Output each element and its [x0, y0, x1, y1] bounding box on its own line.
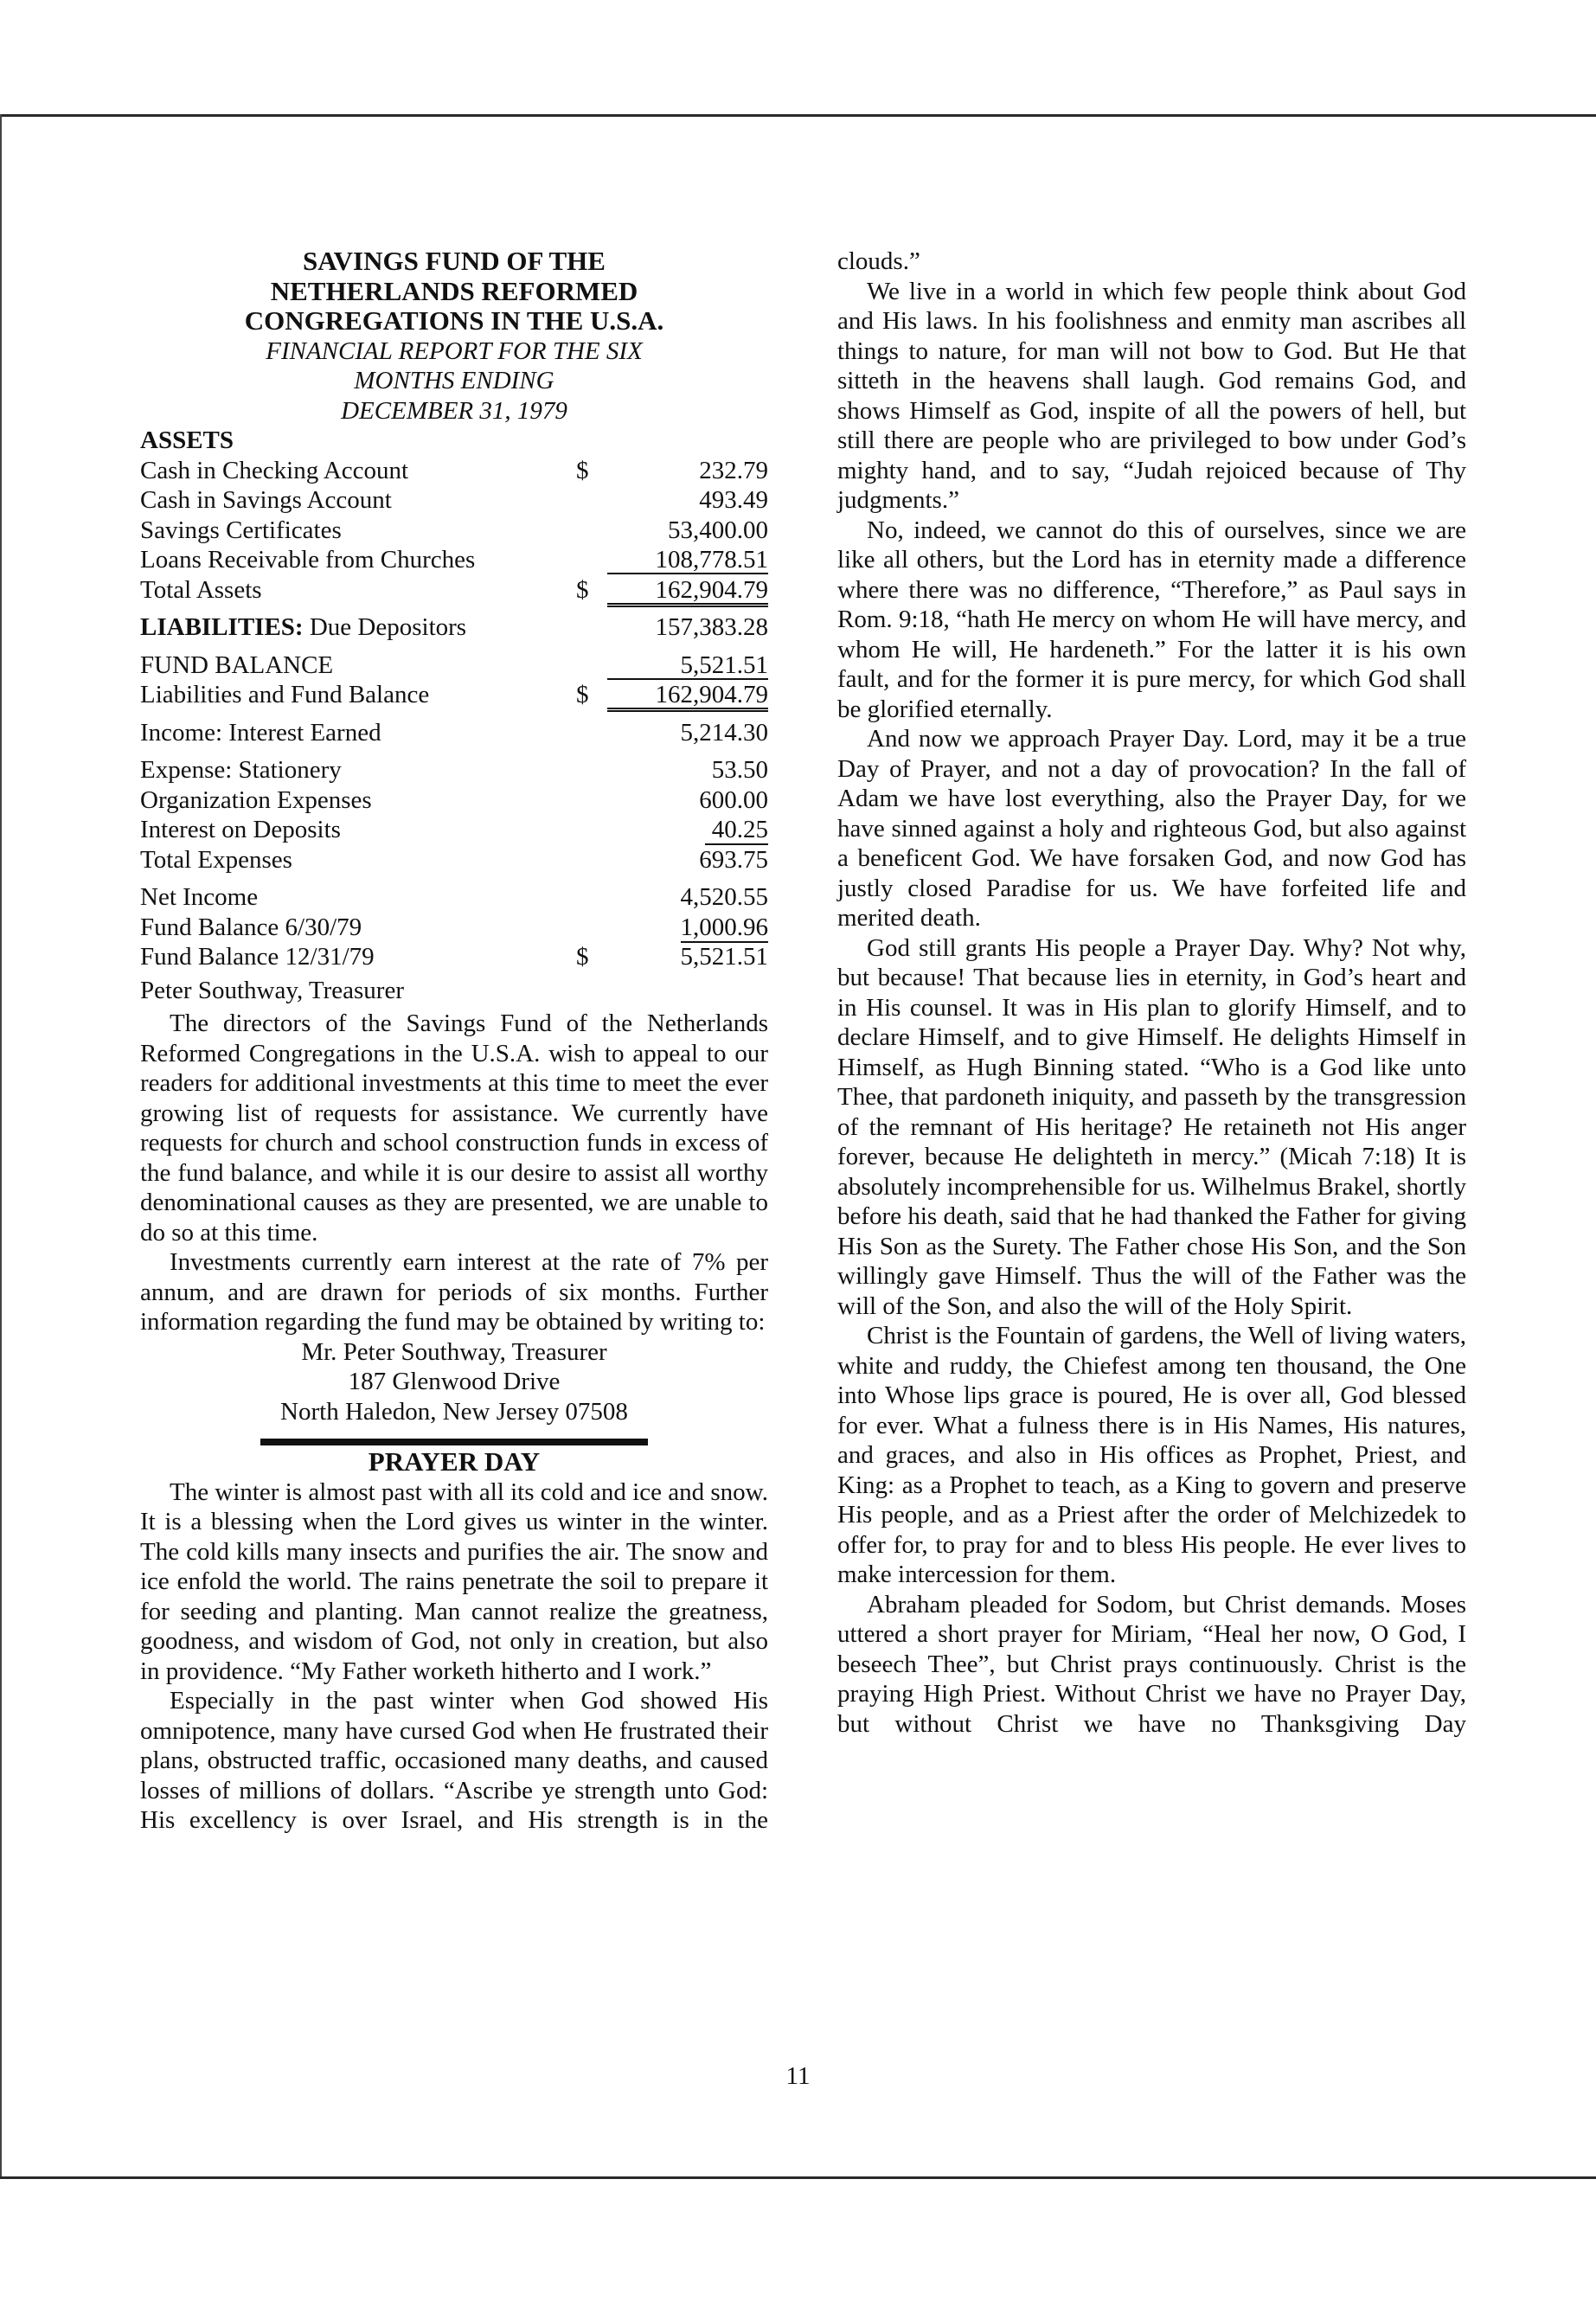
assets-table: [140, 456, 768, 606]
net-table: [140, 882, 768, 972]
liabilities-label: [140, 612, 576, 643]
net-label: Fund Balance 12/31/79: [140, 943, 375, 971]
asset-label: Total Assets: [140, 575, 262, 604]
fund-balance-amount: 5,521.51: [607, 652, 768, 680]
report-subtitle-line: MONTHS ENDING: [354, 367, 554, 394]
report-title-line: SAVINGS FUND OF THE: [303, 246, 606, 276]
asset-row: [140, 545, 768, 575]
assets-heading: ASSETS: [140, 426, 234, 454]
net-label: Fund Balance 6/30/79: [140, 913, 362, 941]
fund-balance-row: [140, 651, 768, 681]
liab-fund-row: [140, 680, 768, 710]
address-line: Mr. Peter Southway, Treasurer: [301, 1337, 607, 1366]
scan-border-top: [0, 114, 1596, 117]
prayer-day-paragraph: Christ is the Fountain of gardens, the Well of living waters, white and ruddy, the Chiefest among ten thousand, the One into Whose lips grace is poured, He is over all, God blessed for ever. What a fulness there is in His Names, His natures, and graces, and also in His offices as Prophet, Priest, and King: as a Prophet to teach, as a King to govern and preserve His people, and as a Priest after the order of Melchizedek to offer for, to pray for and to bless His people. He ever lives to make intercession for them.: [837, 1322, 1466, 1588]
dollar-sign: $: [576, 575, 589, 604]
liabilities-row: [140, 612, 768, 643]
report-subtitle-line: DECEMBER 31, 1979: [341, 396, 567, 425]
prayer-day-heading: PRAYER DAY: [368, 1446, 541, 1477]
dollar-sign: $: [576, 681, 589, 708]
liab-fund-amount: 162,904.79: [607, 682, 768, 712]
asset-row: [140, 516, 768, 546]
dollar-sign: $: [576, 943, 589, 971]
liabilities-amount: 157,383.28: [655, 613, 768, 641]
expense-amount: 600.00: [699, 785, 768, 814]
asset-amount: 493.49: [699, 486, 768, 514]
page-number: 11: [785, 2062, 811, 2090]
report-paragraph: The directors of the Savings Fund of the Netherlands Reformed Congregations in the U.S.A. wish to appeal to our readers for additional investments at this time to meet the ever growing list of requests for assistance. We currently have requests for church and school construction funds in excess of the fund balance, and while it is our desire to assist all worthy denominational causes as they are presented, we are unable to do so at this time.: [140, 1009, 768, 1247]
expense-row: [140, 845, 768, 875]
address-line: North Haledon, New Jersey 07508: [280, 1397, 628, 1426]
expense-amount-underlined: 40.25: [705, 816, 768, 845]
dollar-sign: $: [576, 456, 589, 484]
continued-line: clouds.”: [837, 247, 920, 275]
report-title: [140, 247, 768, 336]
net-amount-underlined: 1,000.96: [680, 913, 768, 941]
expense-row: [140, 785, 768, 816]
expense-label: Interest on Deposits: [140, 816, 341, 843]
net-amount: [607, 913, 768, 943]
mailing-address: [140, 1337, 768, 1427]
asset-label: Loans Receivable from Churches: [140, 546, 476, 574]
report-paragraph: Investments currently earn interest at the rate of 7% per annum, and are drawn for periods of six months. Further information regarding the fund may be obtained by writing to:: [140, 1248, 768, 1336]
income-amount: 5,214.30: [680, 718, 768, 747]
expense-row: [140, 815, 768, 845]
prayer-day-paragraph: Abraham pleaded for Sodom, but Christ demands. Moses uttered a short prayer for Miriam, “Heal her now, O God, I beseech Thee”, but Christ prays continuously. Christ is the praying High Priest. Without Christ we have no Prayer Day, but without Christ we have no Thanksgiving Day: [837, 1590, 1466, 1738]
asset-amount: 108,778.51: [607, 547, 768, 574]
liab-fund-label: Liabilities and Fund Balance: [140, 681, 430, 708]
prayer-day-paragraph: God still grants His people a Prayer Day. Why? Not why, but because! That because lies in eternity, in God’s heart and in His counsel. It was in His plan to glorify Himself, and to declare Himself, and to give Himself. He delights Himself in Himself, as Hugh Binning stated. “Who is a God like unto Thee, that pardoneth iniquity, and passeth by the transgression of the remnant of His heritage? He retaineth not His anger forever, because He delighteth in mercy.” (Micah 7:18) It is absolutely incomprehensible for us. Wilhelmus Brakel, shortly before his death, said that he had thanked the Father for giving His Son as the Surety. The Father chose His Son, and the Son willingly gave Himself. Thus the will of the Father was the will of the Son, and also the will of the Holy Spirit.: [837, 933, 1466, 1320]
income-label: Income: Interest Earned: [140, 718, 381, 747]
prayer-day-paragraph: We live in a world in which few people think about God and His laws. In his foolishness and enmity man ascribes all things to nature, for man will not bow to God. But He that sitteth in the heavens shall laugh. God remains God, and shows Himself as God, inspite of all the powers of hell, but still there are people who are privileged to bow under God’s mighty hand, and to say, “Judah rejoiced because of Thy judgments.”: [837, 277, 1466, 514]
asset-label: Savings Certificates: [140, 516, 342, 544]
prayer-day-paragraph: And now we approach Prayer Day. Lord, may it be a true Day of Prayer, and not a day of provocation? In the fall of Adam we have lost everything, also the Prayer Day, for we have sinned against a holy and righteous God, but also against a beneficent God. We have forsaken God, and now God has justly closed Paradise for us. We have forfeited life and merited death.: [837, 725, 1466, 932]
net-row: [140, 913, 768, 943]
expense-label: Total Expenses: [140, 845, 292, 874]
expense-label: Organization Expenses: [140, 785, 372, 814]
scan-border-bottom: [0, 2176, 1596, 2179]
expenses-table: [140, 755, 768, 875]
net-amount: 5,521.51: [680, 943, 768, 971]
asset-amount: 232.79: [699, 456, 768, 484]
income-row: [140, 718, 768, 748]
total-assets-row: [140, 575, 768, 606]
expense-amount: 693.75: [699, 845, 768, 874]
asset-label: Cash in Savings Account: [140, 486, 392, 514]
expense-amount: [607, 815, 768, 845]
net-row: [140, 942, 768, 972]
treasurer-signature: Peter Southway, Treasurer: [140, 976, 404, 1004]
report-title-line: NETHERLANDS REFORMED: [270, 275, 638, 306]
section-divider: [260, 1439, 648, 1445]
report-title-line: CONGREGATIONS IN THE U.S.A.: [244, 305, 664, 336]
liabilities-heading: LIABILITIES:: [140, 613, 304, 641]
right-column: [837, 247, 1466, 1739]
net-row: [140, 882, 768, 913]
prayer-day-paragraph: No, indeed, we cannot do this of ourselves, since we are like all others, but the Lord has in eternity made a difference where there was no difference, “Therefore,” as Paul says in Rom. 9:18, “hath He mercy on whom He will have mercy, and whom He will, He hardeneth.” For the latter it is his own fault, and for the former it is pure mercy, for which God shall be glorified eternally.: [837, 516, 1466, 723]
net-label: Net Income: [140, 883, 259, 911]
asset-row: [140, 485, 768, 516]
expense-label: Expense: Stationery: [140, 756, 342, 784]
fund-balance-label: FUND BALANCE: [140, 651, 334, 679]
net-amount: 4,520.55: [680, 883, 768, 911]
address-line: 187 Glenwood Drive: [348, 1368, 561, 1395]
expense-row: [140, 755, 768, 785]
total-assets-amount: 162,904.79: [607, 577, 768, 607]
liabilities-desc: Due Depositors: [303, 613, 467, 641]
expense-amount: 53.50: [711, 756, 768, 784]
report-subtitle: [140, 336, 768, 426]
scan-edge-left: [0, 114, 2, 2178]
prayer-day-paragraph: The winter is almost past with all its cold and ice and snow. It is a blessing when the Lord gives us winter in the winter. The cold kills many insects and purifies the air. The snow and ice enfold the world. The rains penetrate the soil to prepare it for seeding and planting. Man cannot realize the greatness, goodness, and wisdom of God, not only in creation, but also in providence. “My Father worketh hitherto and I work.”: [140, 1477, 768, 1685]
asset-amount: 53,400.00: [668, 516, 768, 544]
asset-label: Cash in Checking Account: [140, 456, 409, 484]
prayer-day-paragraph: Especially in the past winter when God showed His omnipotence, many have cursed God when He frustrated their plans, obstructed traffic, occasioned many deaths, and caused losses of millions of dollars. “Ascribe ye strength unto God: His excellency is over Israel, and His strength is in the: [140, 1687, 768, 1834]
asset-row: [140, 456, 768, 486]
report-subtitle-line: FINANCIAL REPORT FOR THE SIX: [266, 336, 643, 365]
left-column: [140, 247, 768, 1836]
